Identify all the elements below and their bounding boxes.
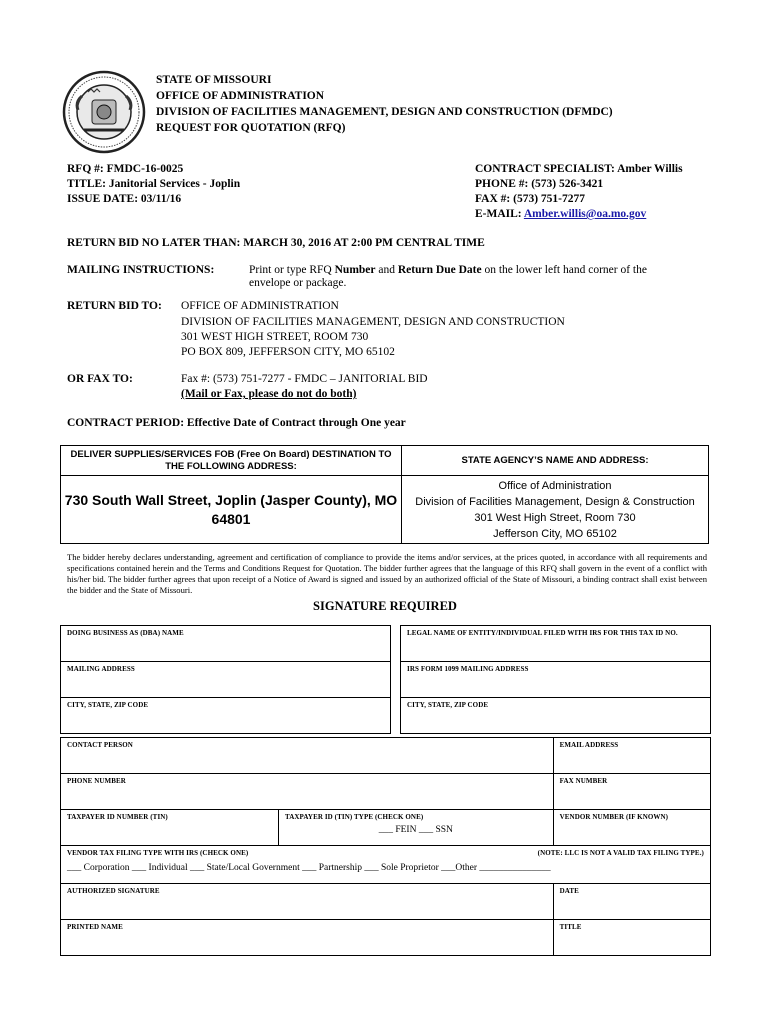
- dba-name-field[interactable]: DOING BUSINESS AS (DBA) NAME: [61, 626, 391, 662]
- tin-type-field: [279, 810, 554, 846]
- tax-filing-label: VENDOR TAX FILING TYPE WITH IRS (CHECK ONE): [67, 849, 249, 857]
- delivery-address-2: 64801: [211, 510, 251, 527]
- contact-person-field[interactable]: CONTACT PERSON: [61, 738, 554, 774]
- tin-field[interactable]: TAXPAYER ID NUMBER (TIN): [61, 810, 279, 846]
- table-gap: [391, 626, 401, 662]
- irs-1099-address-field[interactable]: IRS FORM 1099 MAILING ADDRESS: [401, 662, 711, 698]
- mailing-text-1: Print or type RFQ: [249, 264, 335, 276]
- legal-name-field[interactable]: LEGAL NAME OF ENTITY/INDIVIDUAL FILED WITH IRS FOR THIS TAX ID NO.: [401, 626, 711, 662]
- header-rfq: REQUEST FOR QUOTATION (RFQ): [156, 122, 346, 134]
- table-gap: [391, 662, 401, 698]
- rfq-number: RFQ #: FMDC-16-0025: [67, 163, 184, 175]
- mailing-address-field[interactable]: MAILING ADDRESS: [61, 662, 391, 698]
- rfq-issue-date: ISSUE DATE: 03/11/16: [67, 193, 182, 205]
- mailing-text-4: envelope or package.: [249, 277, 347, 289]
- title-field[interactable]: TITLE: [553, 920, 710, 956]
- return-to-label: RETURN BID TO:: [67, 300, 162, 312]
- contact-info-table: [60, 737, 711, 956]
- return-to-line-2: DIVISION OF FACILITIES MANAGEMENT, DESIGN AND CONSTRUCTION: [181, 316, 565, 328]
- agency-line-4: Jefferson City, MO 65102: [493, 527, 617, 540]
- mailing-label: MAILING INSTRUCTIONS:: [67, 264, 215, 276]
- tax-filing-type-field: [61, 846, 711, 884]
- table-gap: [391, 698, 401, 734]
- fax-number-field[interactable]: FAX NUMBER: [553, 774, 710, 810]
- authorized-signature-field[interactable]: AUTHORIZED SIGNATURE: [61, 884, 554, 920]
- mailing-bold-due-date: Return Due Date: [397, 264, 482, 276]
- return-to-line-4: PO BOX 809, JEFFERSON CITY, MO 65102: [181, 346, 395, 358]
- signature-required-heading: SIGNATURE REQUIRED: [313, 599, 457, 613]
- header-office: OFFICE OF ADMINISTRATION: [156, 90, 325, 102]
- contract-specialist: CONTRACT SPECIALIST: Amber Willis: [475, 163, 683, 175]
- contact-email-link[interactable]: Amber.willis@oa.mo.gov: [523, 208, 647, 220]
- city-state-zip-field[interactable]: CITY, STATE, ZIP CODE: [61, 698, 391, 734]
- contact-email-row: [475, 207, 646, 222]
- contact-email-label: E-MAIL:: [475, 208, 524, 220]
- fax-to-line-1: Fax #: (573) 751-7277 - FMDC – JANITORIAL BID: [181, 373, 428, 385]
- delivery-address-1: 730 South Wall Street, Joplin (Jasper County), MO: [64, 491, 398, 508]
- entity-info-table: [60, 625, 711, 734]
- return-to-line-3: 301 WEST HIGH STREET, ROOM 730: [181, 331, 369, 343]
- header-division: DIVISION OF FACILITIES MANAGEMENT, DESIGN AND CONSTRUCTION (DFMDC): [156, 106, 613, 118]
- agency-line-2: Division of Facilities Management, Design & Construction: [415, 495, 695, 508]
- agency-line-3: 301 West High Street, Room 730: [474, 511, 636, 524]
- email-address-field[interactable]: EMAIL ADDRESS: [553, 738, 710, 774]
- mailing-bold-number: Number: [334, 264, 376, 276]
- tax-filing-note: (NOTE: LLC IS NOT A VALID TAX FILING TYPE.): [537, 849, 704, 857]
- delivery-right-header: STATE AGENCY’S NAME AND ADDRESS:: [402, 446, 709, 476]
- missouri-seal-logo: [62, 70, 146, 154]
- contract-period: CONTRACT PERIOD: Effective Date of Contract through One year: [67, 417, 406, 429]
- irs-city-state-zip-field[interactable]: CITY, STATE, ZIP CODE: [401, 698, 711, 734]
- delivery-left-header: DELIVER SUPPLIES/SERVICES FOB (Free On Board) DESTINATION TO THE FOLLOWING ADDRESS:: [61, 446, 402, 476]
- tin-type-label: TAXPAYER ID (TIN) TYPE (CHECK ONE): [285, 813, 424, 821]
- certification-paragraph: The bidder hereby declares understanding, agreement and certification of compliance to provide the items and/or services, at the prices quoted, in accordance with all requirements and specifications contained herein and the Terms and Conditions Request for Quotation. The bidder further agrees that the language of this RFQ shall govern in the event of a conflict with his/her bid. The bidder further agrees that upon receipt of a Notice of Award is signed and issued by an authorized official of the State of Missouri, a binding contract shall exist between the bidder and the State of Missouri.: [67, 552, 707, 595]
- mailing-text-3: on the lower left hand corner of the: [481, 264, 647, 276]
- contact-fax: FAX #: (573) 751-7277: [475, 193, 585, 205]
- fax-to-label: OR FAX TO:: [67, 373, 133, 385]
- header-state: STATE OF MISSOURI: [156, 74, 272, 86]
- return-deadline: RETURN BID NO LATER THAN: MARCH 30, 2016 AT 2:00 PM CENTRAL TIME: [67, 237, 485, 249]
- tax-filing-options[interactable]: ___ Corporation ___ Individual ___ State/Local Government ___ Partnership ___ Sole Proprietor ___Other _______________: [67, 863, 551, 873]
- agency-line-1: Office of Administration: [498, 479, 612, 492]
- delivery-table: [60, 445, 709, 544]
- vendor-number-field[interactable]: VENDOR NUMBER (IF KNOWN): [553, 810, 710, 846]
- contact-phone: PHONE #: (573) 526-3421: [475, 178, 604, 190]
- tin-type-options[interactable]: ___ FEIN ___ SSN: [378, 825, 453, 835]
- phone-number-field[interactable]: PHONE NUMBER: [61, 774, 554, 810]
- date-field[interactable]: DATE: [553, 884, 710, 920]
- printed-name-field[interactable]: PRINTED NAME: [61, 920, 554, 956]
- agency-address-cell: [402, 476, 709, 544]
- return-to-line-1: OFFICE OF ADMINISTRATION: [181, 300, 339, 312]
- mailing-text-2: and: [375, 264, 398, 276]
- tax-filing-header: [67, 849, 704, 857]
- rfq-title: TITLE: Janitorial Services - Joplin: [67, 178, 241, 190]
- delivery-address-cell: [61, 476, 402, 544]
- fax-to-line-2: (Mail or Fax, please do not do both): [181, 388, 357, 400]
